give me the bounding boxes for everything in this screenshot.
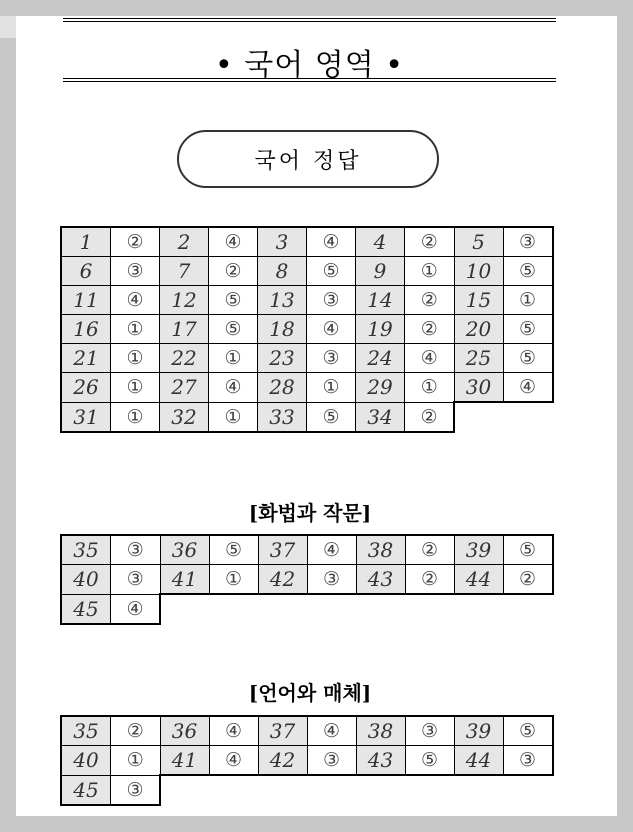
- answer-choice: ④: [209, 227, 258, 257]
- question-number: 16: [61, 315, 111, 344]
- question-number: 24: [356, 344, 405, 373]
- answer-choice: ⑤: [503, 535, 553, 565]
- empty-cell: [454, 775, 503, 805]
- question-number: 6: [61, 257, 111, 286]
- answer-choice: ④: [307, 535, 356, 565]
- question-number: 31: [61, 402, 111, 432]
- answer-choice: ③: [111, 535, 161, 565]
- answer-choice: ⑤: [209, 535, 258, 565]
- answer-row: [61, 565, 553, 595]
- question-number: 39: [454, 716, 503, 746]
- answer-choice: ①: [111, 746, 161, 776]
- answer-choice: ①: [111, 373, 160, 403]
- answer-row: [61, 344, 553, 373]
- answer-choice: ②: [111, 227, 160, 257]
- answer-row: [61, 227, 553, 257]
- answer-choice: ④: [503, 373, 553, 403]
- question-number: 39: [454, 535, 503, 565]
- common-answer-table: [60, 226, 554, 433]
- document-page: [16, 16, 617, 816]
- empty-cell: [307, 775, 356, 805]
- answer-row: [61, 315, 553, 344]
- question-number: 23: [258, 344, 307, 373]
- question-number: 41: [160, 565, 209, 595]
- question-number: 3: [258, 227, 307, 257]
- answer-choice: ④: [307, 315, 356, 344]
- question-number: 33: [258, 402, 307, 432]
- question-number: 40: [61, 565, 111, 595]
- question-number: 10: [454, 257, 503, 286]
- answer-choice: ②: [405, 315, 455, 344]
- question-number: 13: [258, 286, 307, 315]
- question-number: 42: [258, 746, 307, 776]
- answer-row: [61, 257, 553, 286]
- answer-choice: ①: [405, 373, 455, 403]
- question-number: 8: [258, 257, 307, 286]
- question-number: 45: [61, 775, 111, 805]
- question-number: 44: [454, 565, 503, 595]
- question-number: 42: [258, 565, 307, 595]
- question-number: 19: [356, 315, 405, 344]
- question-number: 38: [356, 535, 405, 565]
- empty-cell: [258, 775, 307, 805]
- question-number: 22: [160, 344, 209, 373]
- answer-choice: ①: [503, 286, 553, 315]
- empty-cell: [209, 594, 258, 624]
- answer-choice: ②: [405, 286, 455, 315]
- answer-choice: ①: [209, 565, 258, 595]
- answer-choice: ①: [209, 402, 258, 432]
- question-number: 35: [61, 535, 111, 565]
- question-number: 4: [356, 227, 405, 257]
- question-number: 28: [258, 373, 307, 403]
- title-top-rule: [63, 18, 556, 22]
- question-number: 35: [61, 716, 111, 746]
- answer-choice: ⑤: [503, 716, 553, 746]
- answer-choice: ①: [307, 373, 356, 403]
- question-number: 43: [356, 746, 405, 776]
- answer-choice: ③: [503, 746, 553, 776]
- answer-row: [61, 746, 553, 776]
- question-number: 36: [160, 535, 209, 565]
- answer-row: [61, 402, 553, 432]
- answer-choice: ④: [307, 227, 356, 257]
- answer-choice: ⑤: [209, 286, 258, 315]
- answer-heading: 국어 정답: [177, 130, 439, 188]
- answer-choice: ④: [405, 344, 455, 373]
- empty-cell: [356, 594, 405, 624]
- answer-choice: ③: [307, 286, 356, 315]
- question-number: 26: [61, 373, 111, 403]
- answer-row: [61, 373, 553, 403]
- answer-choice: ①: [111, 344, 160, 373]
- answer-choice: ③: [405, 716, 454, 746]
- empty-cell: [454, 402, 503, 432]
- answer-choice: ②: [405, 535, 454, 565]
- empty-cell: [258, 594, 307, 624]
- answer-choice: ④: [209, 746, 258, 776]
- answer-choice: ②: [209, 257, 258, 286]
- answer-choice: ③: [307, 746, 356, 776]
- question-number: 9: [356, 257, 405, 286]
- empty-cell: [209, 775, 258, 805]
- question-number: 43: [356, 565, 405, 595]
- answer-row: [61, 286, 553, 315]
- answer-choice: ⑤: [503, 344, 553, 373]
- question-number: 18: [258, 315, 307, 344]
- answer-choice: ⑤: [209, 315, 258, 344]
- answer-choice: ④: [111, 594, 161, 624]
- answer-choice: ④: [111, 286, 160, 315]
- answer-choice: ⑤: [307, 402, 356, 432]
- answer-choice: ②: [111, 716, 161, 746]
- question-number: 20: [454, 315, 503, 344]
- question-number: 14: [356, 286, 405, 315]
- question-number: 40: [61, 746, 111, 776]
- answer-choice: ①: [111, 402, 160, 432]
- question-number: 2: [160, 227, 209, 257]
- answer-choice: ②: [405, 565, 454, 595]
- empty-cell: [356, 775, 405, 805]
- hwabeop-answer-table: [60, 534, 554, 625]
- answer-row: [61, 716, 553, 746]
- empty-cell: [503, 775, 553, 805]
- empty-cell: [160, 775, 209, 805]
- answer-choice: ③: [111, 257, 160, 286]
- empty-cell: [405, 775, 454, 805]
- question-number: 37: [258, 716, 307, 746]
- question-number: 11: [61, 286, 111, 315]
- question-number: 29: [356, 373, 405, 403]
- question-number: 30: [454, 373, 503, 403]
- question-number: 45: [61, 594, 111, 624]
- answer-choice: ⑤: [307, 257, 356, 286]
- answer-row: [61, 535, 553, 565]
- answer-choice: ③: [111, 565, 161, 595]
- title-bottom-rule: [63, 78, 556, 82]
- eoneo-answer-table: [60, 715, 554, 806]
- answer-choice: ⑤: [405, 746, 454, 776]
- question-number: 12: [160, 286, 209, 315]
- question-number: 37: [258, 535, 307, 565]
- answer-choice: ②: [503, 565, 553, 595]
- question-number: 34: [356, 402, 405, 432]
- empty-cell: [160, 594, 209, 624]
- answer-choice: ②: [405, 402, 455, 432]
- answer-choice: ③: [503, 227, 553, 257]
- empty-cell: [405, 594, 454, 624]
- answer-choice: ①: [209, 344, 258, 373]
- question-number: 32: [160, 402, 209, 432]
- empty-cell: [454, 594, 503, 624]
- question-number: 36: [160, 716, 209, 746]
- answer-choice: ④: [307, 716, 356, 746]
- answer-row: [61, 775, 553, 805]
- question-number: 44: [454, 746, 503, 776]
- answer-choice: ④: [209, 373, 258, 403]
- answer-choice: ①: [405, 257, 455, 286]
- answer-choice: ③: [307, 344, 356, 373]
- question-number: 1: [61, 227, 111, 257]
- question-number: 27: [160, 373, 209, 403]
- empty-cell: [307, 594, 356, 624]
- answer-choice: ⑤: [503, 315, 553, 344]
- empty-cell: [503, 402, 553, 432]
- answer-choice: ⑤: [503, 257, 553, 286]
- question-number: 7: [160, 257, 209, 286]
- section-title: • 국어 영역 •: [215, 48, 404, 83]
- hwabeop-heading: [화법과 작문]: [248, 501, 372, 525]
- question-number: 41: [160, 746, 209, 776]
- answer-choice: ③: [111, 775, 161, 805]
- question-number: 5: [454, 227, 503, 257]
- question-number: 21: [61, 344, 111, 373]
- answer-choice: ③: [307, 565, 356, 595]
- answer-choice: ②: [405, 227, 455, 257]
- answer-row: [61, 594, 553, 624]
- question-number: 25: [454, 344, 503, 373]
- question-number: 17: [160, 315, 209, 344]
- question-number: 38: [356, 716, 405, 746]
- empty-cell: [503, 594, 553, 624]
- answer-choice: ④: [209, 716, 258, 746]
- answer-choice: ①: [111, 315, 160, 344]
- question-number: 15: [454, 286, 503, 315]
- eoneo-heading: [언어와 매체]: [248, 681, 372, 705]
